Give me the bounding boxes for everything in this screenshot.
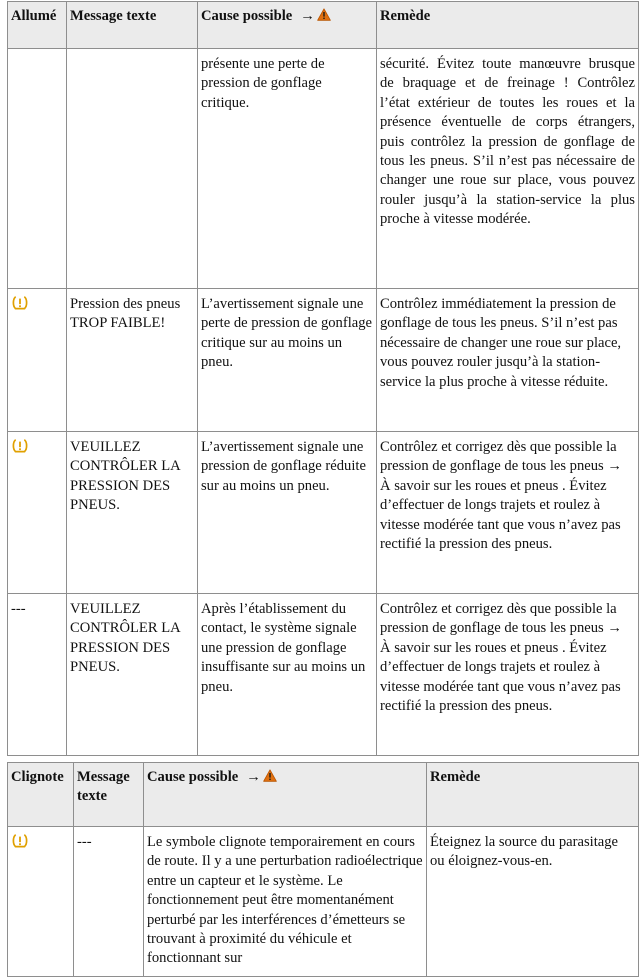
column-header-remedy: Remède (377, 2, 639, 49)
message-cell: VEUILLEZ CONTRÔLER LA PRESSION DES PNEUS. (67, 594, 198, 756)
cause-cell: Le symbole clignote temporairement en cours de route. Il y a une perturbation radioélectrique entre un capteur et le système. Le fonctionnement peut être momentanément perturbé par les interférences d’émetteurs se trouvant à proximité du véhicule et fonctionnant sur (144, 827, 427, 977)
tire-pressure-warning-icon (11, 295, 29, 312)
column-header-cause-label: Cause possible (201, 8, 293, 24)
column-header-remedy: Remède (427, 763, 639, 827)
remedy-cell: Contrôlez et corrigez dès que possible la pression de gonflage de tous les pneus → À savoir sur les roues et pneus . Évitez d’effectuer de longs trajets et roulez à vitesse modérée tant que vous n’avez pas rectifié la pression des pneus. (377, 432, 639, 594)
table-header-row (8, 2, 639, 49)
indicator-cell (8, 49, 67, 289)
indicator-cell: --- (8, 594, 67, 756)
warning-triangle-icon (317, 8, 331, 21)
tire-pressure-warning-icon (11, 438, 29, 455)
cause-cell: L’avertissement signale une perte de pression de gonflage critique sur au moins un pneu. (198, 289, 377, 432)
indicator-cell (8, 432, 67, 594)
tpms-flashing-table (7, 762, 639, 977)
table-row (8, 432, 639, 594)
cause-cell: Après l’établissement du contact, le système signale une pression de gonflage insuffisante sur au moins un pneu. (198, 594, 377, 756)
cause-cell: présente une perte de pression de gonflage critique. (198, 49, 377, 289)
table-row (8, 827, 639, 977)
message-cell (67, 49, 198, 289)
table-row (8, 594, 639, 756)
table-header-row (8, 763, 639, 827)
column-header-lit: Allumé (8, 2, 67, 49)
column-header-flashing: Clignote (8, 763, 74, 827)
indicator-cell (8, 289, 67, 432)
column-header-message: Message texte (74, 763, 144, 827)
table-row (8, 49, 639, 289)
column-header-cause (198, 2, 377, 49)
tire-pressure-warning-icon (11, 833, 29, 850)
message-cell: --- (74, 827, 144, 977)
column-header-cause-label: Cause possible (147, 769, 239, 785)
table-row (8, 289, 639, 432)
column-header-cause (144, 763, 427, 827)
remedy-cell: Éteignez la source du parasitage ou éloignez-vous-en. (427, 827, 639, 977)
tpms-lit-table (7, 1, 639, 756)
indicator-cell (8, 827, 74, 977)
reference-arrow: → (246, 769, 261, 785)
message-cell: Pression des pneus TROP FAIBLE! (67, 289, 198, 432)
remedy-cell: Contrôlez immédiatement la pression de gonflage de tous les pneus. S’il n’est pas nécessaire de changer une roue sur place, vous pouvez rouler jusqu’à la station-service la plus proche à vitesse réduite. (377, 289, 639, 432)
remedy-cell: Contrôlez et corrigez dès que possible la pression de gonflage de tous les pneus → À savoir sur les roues et pneus . Évitez d’effectuer de longs trajets et roulez à vitesse modérée tant que vous n’avez pas rectifié la pression des pneus. (377, 594, 639, 756)
reference-arrow: → (300, 8, 315, 24)
warning-triangle-icon (263, 769, 277, 782)
message-cell: VEUILLEZ CONTRÔLER LA PRESSION DES PNEUS. (67, 432, 198, 594)
remedy-cell: sécurité. Évitez toute manœuvre brusque de braquage et de freinage ! Contrôlez l’état extérieur de toutes les roues et la présence éventuelle de corps étrangers, puis contrôlez la pression de gonflage de tous les pneus. S’il n’est pas nécessaire de changer une roue sur place, vous pouvez rouler jusqu’à la station-service la plus proche à vitesse modérée. (377, 49, 639, 289)
column-header-message: Message texte (67, 2, 198, 49)
cause-cell: L’avertissement signale une pression de gonflage réduite sur au moins un pneu. (198, 432, 377, 594)
